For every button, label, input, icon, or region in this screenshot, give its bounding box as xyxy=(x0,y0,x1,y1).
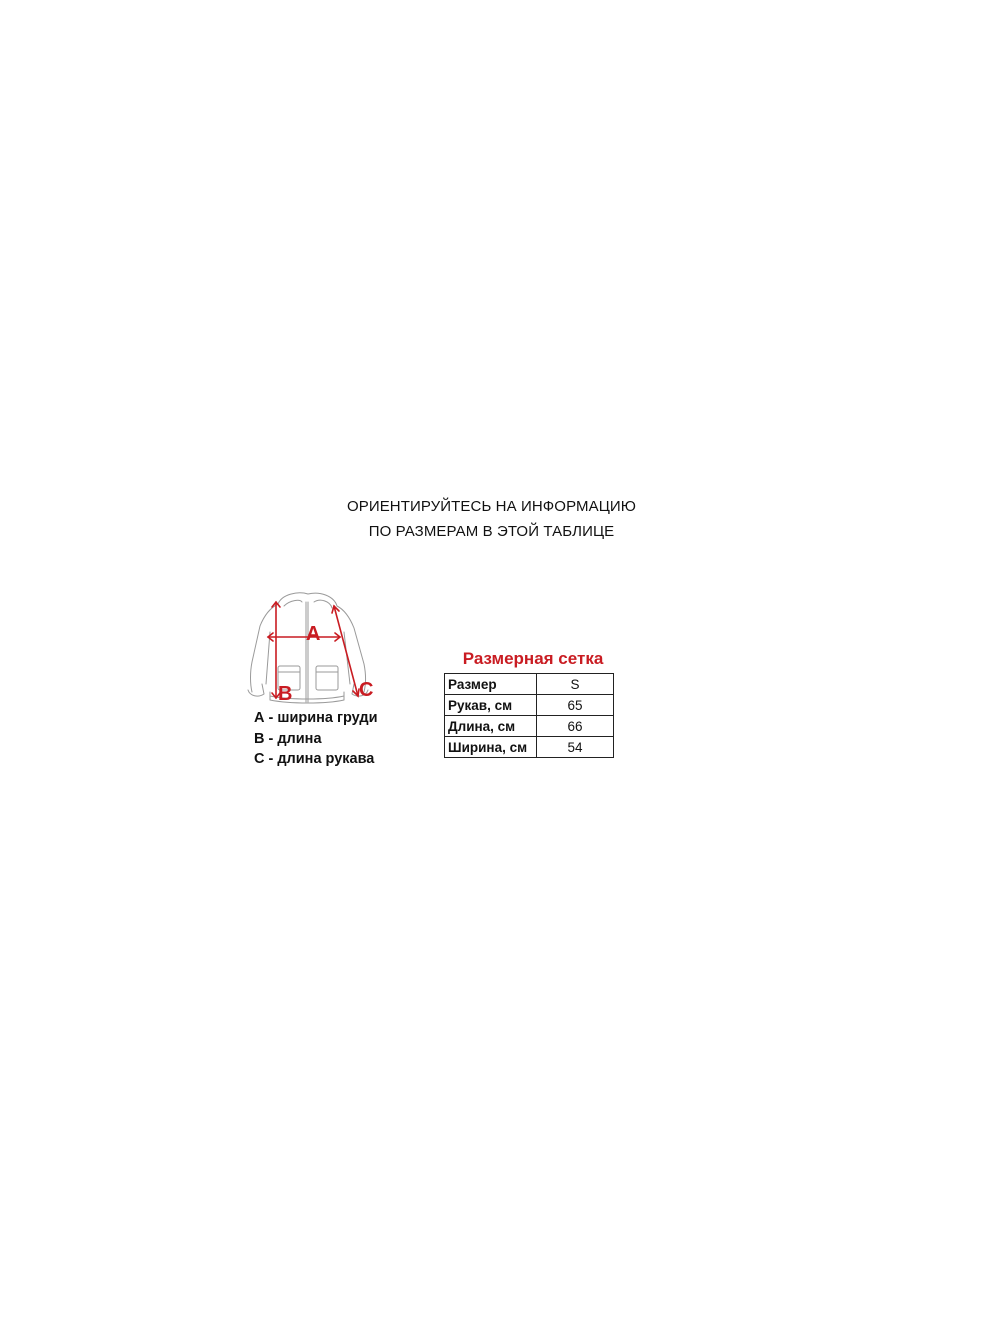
legend-item-c: С - длина рукава xyxy=(254,751,375,767)
table-cell-label: Ширина, см xyxy=(445,737,537,758)
marker-a: A xyxy=(306,623,321,645)
table-cell-label: Длина, см xyxy=(445,716,537,737)
header-line-2: ПО РАЗМЕРАМ В ЭТОЙ ТАБЛИЦЕ xyxy=(368,523,615,540)
header-text xyxy=(0,494,983,544)
table-cell-value: 66 xyxy=(537,716,614,737)
jacket-diagram xyxy=(240,592,380,710)
legend-item-b: В - длина xyxy=(254,730,322,747)
table-row xyxy=(445,695,614,716)
table-cell-label: Рукав, см xyxy=(445,695,537,716)
marker-c: C xyxy=(359,679,374,701)
size-table-title: Размерная сетка xyxy=(462,649,604,668)
table-cell-value: 54 xyxy=(537,737,614,758)
measurement-legend xyxy=(254,708,378,770)
jacket-outline xyxy=(248,593,368,703)
legend-item-a: А - ширина груди xyxy=(254,710,378,726)
table-cell-value: 65 xyxy=(537,695,614,716)
table-row xyxy=(445,737,614,758)
header-line-1: ОРИЕНТИРУЙТЕСЬ НА ИНФОРМАЦИЮ xyxy=(346,498,637,515)
table-row xyxy=(445,716,614,737)
size-table xyxy=(444,673,614,758)
table-cell-label: Размер xyxy=(445,674,537,695)
table-row xyxy=(445,674,614,695)
table-cell-value: S xyxy=(537,674,614,695)
marker-b: B xyxy=(278,683,293,705)
